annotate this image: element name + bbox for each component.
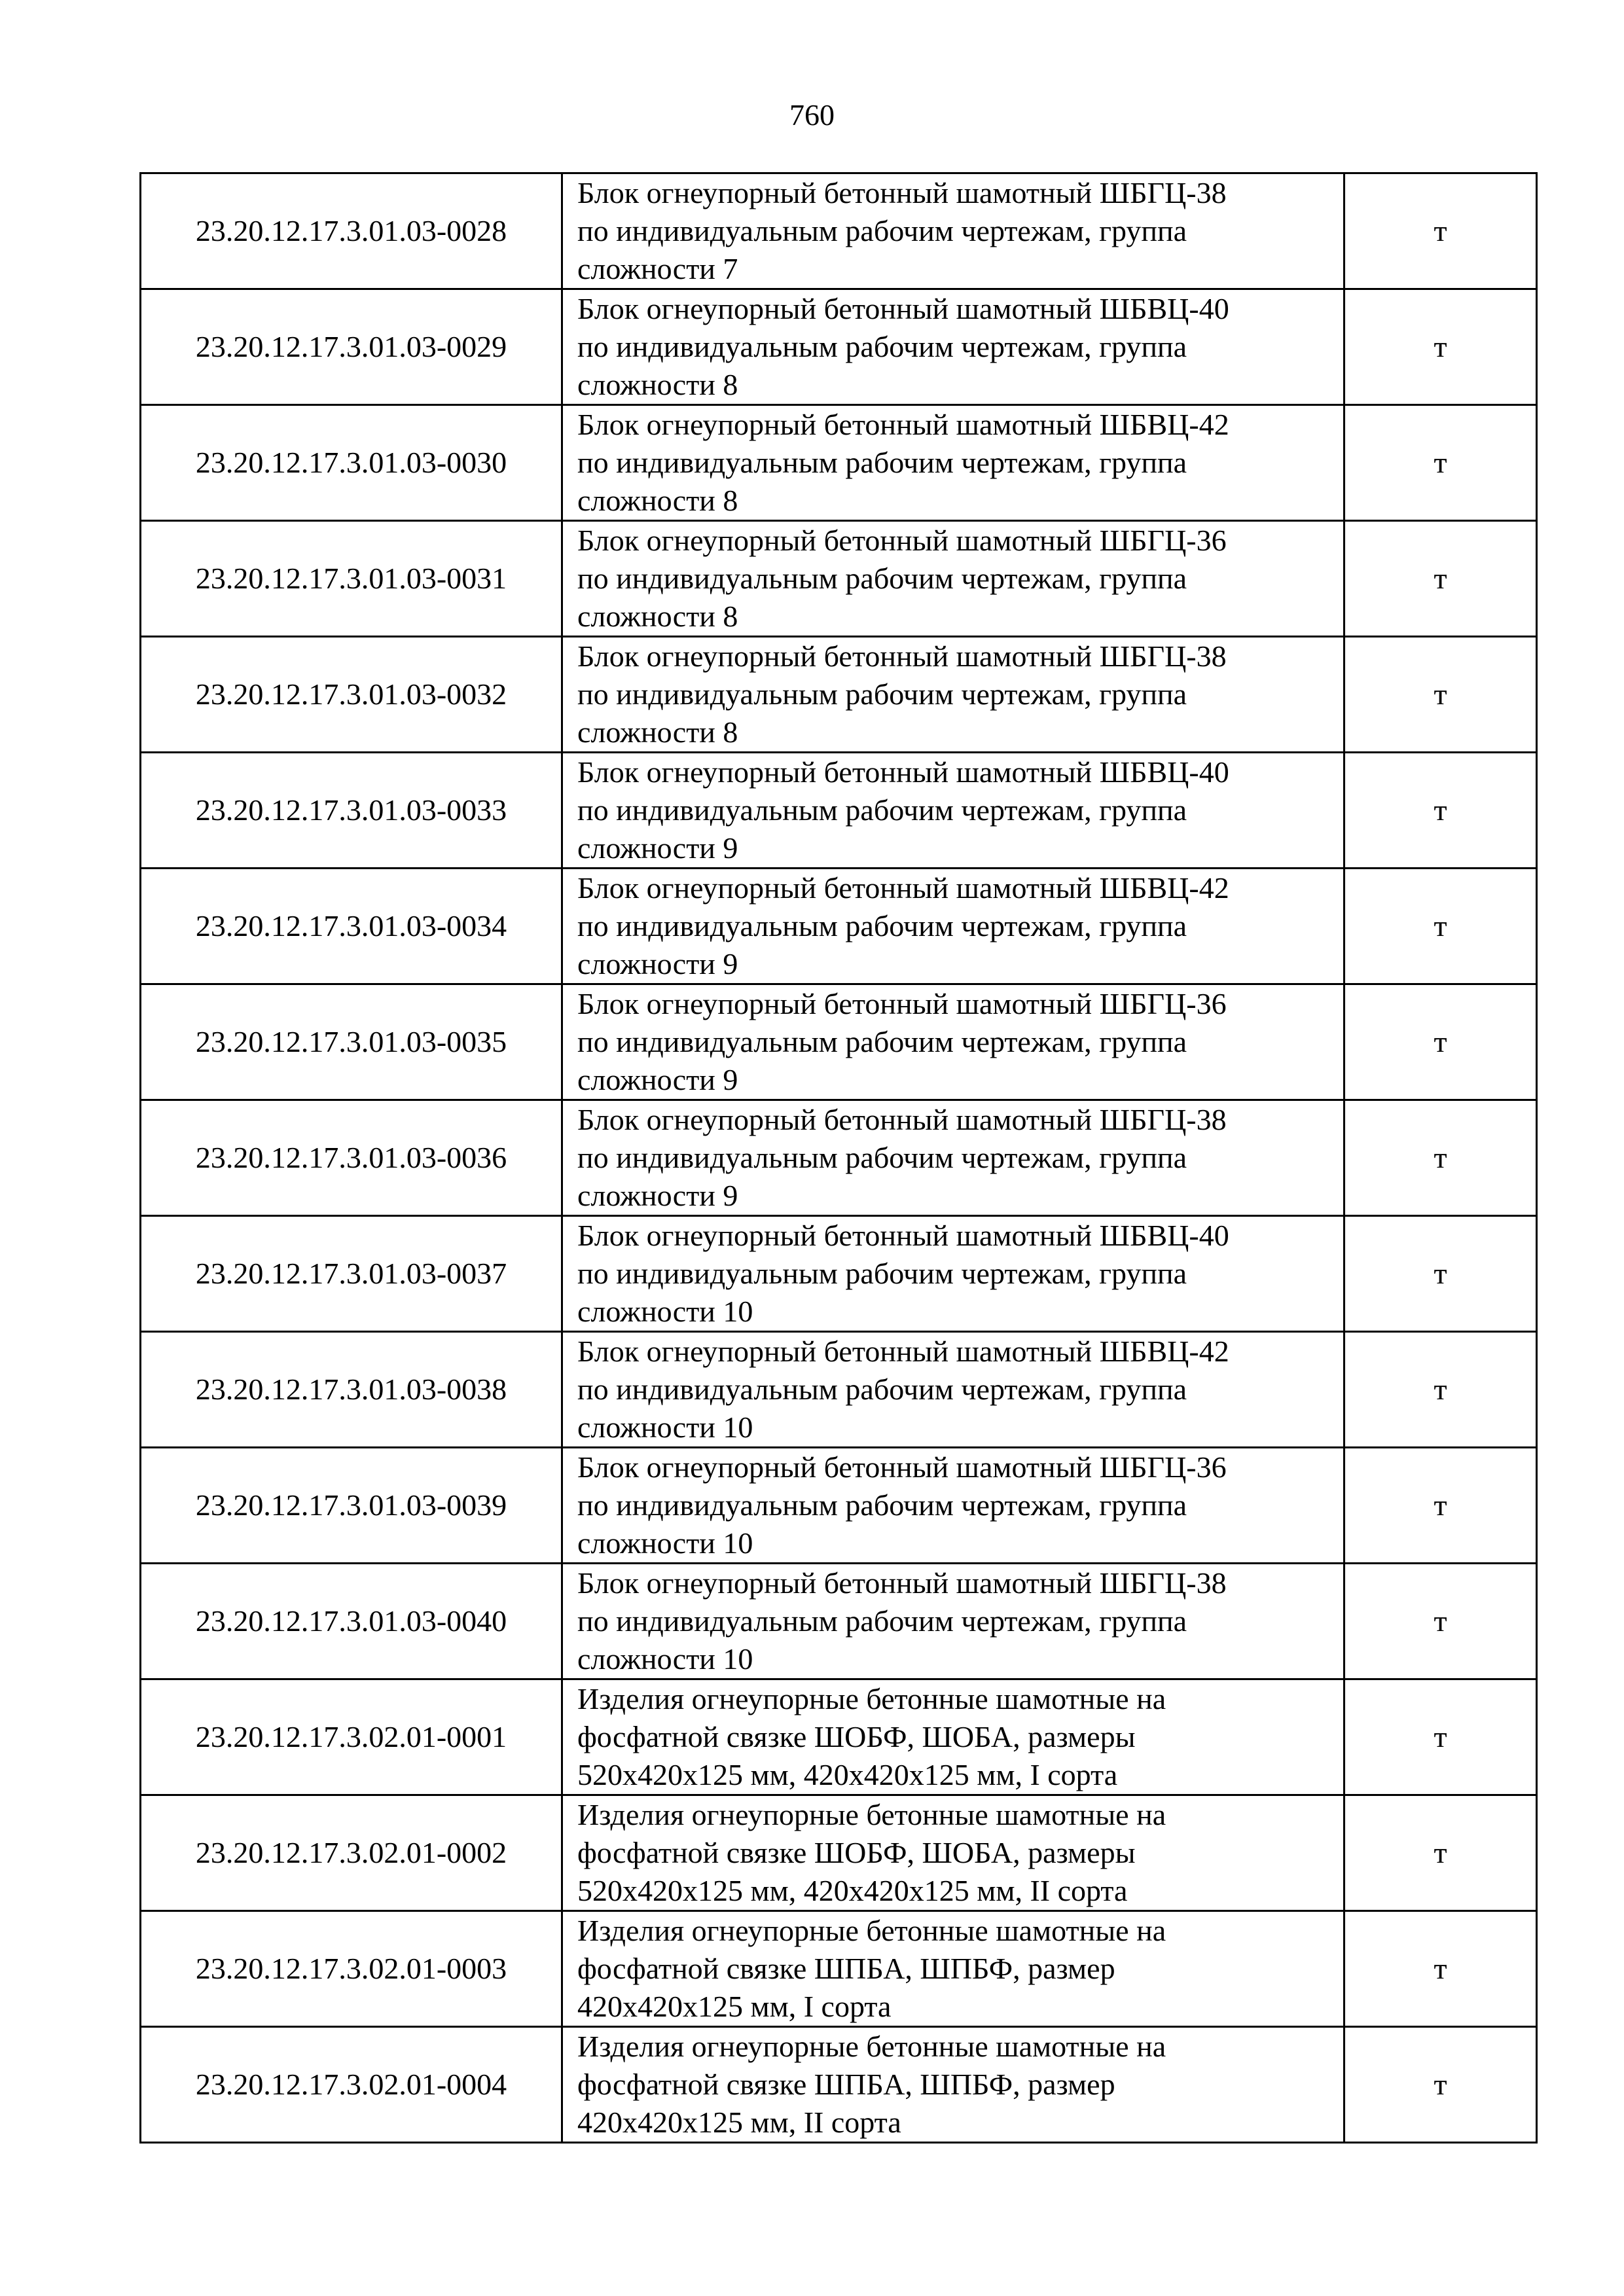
resource-name-line: по индивидуальным рабочим чертежам, группа (577, 1488, 1187, 1522)
resource-name-cell (562, 984, 1344, 1100)
resource-name-line: 420х420х125 мм, II сорта (577, 2106, 901, 2139)
resource-name-line: сложности 9 (577, 947, 738, 980)
table-row (141, 1100, 1537, 1216)
resource-code-cell: 23.20.12.17.3.01.03-0038 (141, 1332, 562, 1448)
resource-name-line: по индивидуальным рабочим чертежам, группа (577, 562, 1187, 595)
unit-cell: т (1344, 173, 1537, 289)
resource-name-line: фосфатной связке ШПБА, ШПБФ, размер (577, 2068, 1115, 2101)
resource-name-line: Блок огнеупорный бетонный шамотный ШБВЦ-42 (577, 408, 1229, 441)
resource-name-cell (562, 405, 1344, 521)
resource-name-line: по индивидуальным рабочим чертежам, группа (577, 330, 1187, 363)
table-row (141, 521, 1537, 637)
unit-cell: т (1344, 405, 1537, 521)
resource-name-line: Изделия огнеупорные бетонные шамотные на (577, 1798, 1166, 1831)
resource-name-line: сложности 10 (577, 1295, 753, 1328)
resource-name-cell (562, 1564, 1344, 1679)
table-row (141, 2027, 1537, 2143)
resource-name-line: Блок огнеупорный бетонный шамотный ШБВЦ-42 (577, 1335, 1229, 1368)
resource-name-cell (562, 1679, 1344, 1795)
unit-cell: т (1344, 521, 1537, 637)
resource-name-line: Блок огнеупорный бетонный шамотный ШБГЦ-36 (577, 987, 1227, 1020)
table-row (141, 1564, 1537, 1679)
resource-name-line: сложности 9 (577, 1063, 738, 1096)
table-row (141, 173, 1537, 289)
unit-cell: т (1344, 869, 1537, 984)
table-row (141, 1216, 1537, 1332)
resource-name-line: по индивидуальным рабочим чертежам, группа (577, 1372, 1187, 1406)
resource-code-cell: 23.20.12.17.3.01.03-0036 (141, 1100, 562, 1216)
resource-name-cell (562, 637, 1344, 753)
table-row (141, 753, 1537, 869)
resource-name-line: Блок огнеупорный бетонный шамотный ШБГЦ-38 (577, 1566, 1227, 1600)
unit-cell: т (1344, 1911, 1537, 2027)
resource-name-line: фосфатной связке ШОБФ, ШОБА, размеры (577, 1720, 1136, 1753)
unit-cell: т (1344, 1448, 1537, 1564)
resource-name-line: сложности 10 (577, 1526, 753, 1560)
resource-code-cell: 23.20.12.17.3.01.03-0032 (141, 637, 562, 753)
unit-cell: т (1344, 984, 1537, 1100)
resource-name-line: сложности 9 (577, 1179, 738, 1212)
resource-name-line: Блок огнеупорный бетонный шамотный ШБВЦ-40 (577, 1219, 1229, 1252)
unit-cell: т (1344, 2027, 1537, 2143)
resource-name-line: по индивидуальным рабочим чертежам, группа (577, 677, 1187, 711)
resource-name-cell (562, 1332, 1344, 1448)
unit-cell: т (1344, 1795, 1537, 1911)
resource-name-line: 420х420х125 мм, I сорта (577, 1990, 892, 2023)
resource-name-line: 520х420х125 мм, 420х420х125 мм, II сорта (577, 1874, 1128, 1907)
resource-name-line: по индивидуальным рабочим чертежам, группа (577, 214, 1187, 247)
resource-name-line: по индивидуальным рабочим чертежам, группа (577, 1604, 1187, 1638)
resource-name-line: Блок огнеупорный бетонный шамотный ШБВЦ-40 (577, 292, 1229, 325)
resource-name-cell (562, 1448, 1344, 1564)
resource-name-line: сложности 10 (577, 1410, 753, 1444)
resource-name-line: фосфатной связке ШОБФ, ШОБА, размеры (577, 1836, 1136, 1869)
resource-name-line: по индивидуальным рабочим чертежам, группа (577, 446, 1187, 479)
resource-name-cell (562, 869, 1344, 984)
table-row (141, 405, 1537, 521)
resource-name-line: по индивидуальным рабочим чертежам, группа (577, 1141, 1187, 1174)
resource-code-cell: 23.20.12.17.3.01.03-0031 (141, 521, 562, 637)
resource-code-cell: 23.20.12.17.3.01.03-0030 (141, 405, 562, 521)
unit-cell: т (1344, 1100, 1537, 1216)
resource-name-cell (562, 753, 1344, 869)
resource-name-line: Блок огнеупорный бетонный шамотный ШБГЦ-38 (577, 1103, 1227, 1136)
resource-code-cell: 23.20.12.17.3.02.01-0002 (141, 1795, 562, 1911)
resource-code-cell: 23.20.12.17.3.01.03-0035 (141, 984, 562, 1100)
resource-name-line: 520х420х125 мм, 420х420х125 мм, I сорта (577, 1758, 1118, 1791)
resource-name-line: Блок огнеупорный бетонный шамотный ШБГЦ-36 (577, 1450, 1227, 1484)
resource-code-cell: 23.20.12.17.3.01.03-0034 (141, 869, 562, 984)
resource-name-cell (562, 1911, 1344, 2027)
resource-name-cell (562, 521, 1344, 637)
table-row (141, 637, 1537, 753)
resource-name-cell (562, 1795, 1344, 1911)
table-row (141, 1911, 1537, 2027)
table-row (141, 1795, 1537, 1911)
unit-cell: т (1344, 753, 1537, 869)
table-row (141, 289, 1537, 405)
table-row (141, 1448, 1537, 1564)
resource-name-line: Изделия огнеупорные бетонные шамотные на (577, 2030, 1166, 2063)
unit-cell: т (1344, 1332, 1537, 1448)
table-body (141, 173, 1537, 2143)
resource-name-line: Блок огнеупорный бетонный шамотный ШБГЦ-38 (577, 639, 1227, 673)
resource-name-cell (562, 173, 1344, 289)
resource-name-line: по индивидуальным рабочим чертежам, группа (577, 1257, 1187, 1290)
resource-code-cell: 23.20.12.17.3.01.03-0033 (141, 753, 562, 869)
resource-name-line: сложности 7 (577, 252, 738, 285)
table-row (141, 1679, 1537, 1795)
resource-name-line: сложности 8 (577, 715, 738, 749)
resource-code-cell: 23.20.12.17.3.01.03-0037 (141, 1216, 562, 1332)
unit-cell: т (1344, 1564, 1537, 1679)
unit-cell: т (1344, 289, 1537, 405)
resource-code-cell: 23.20.12.17.3.01.03-0029 (141, 289, 562, 405)
resource-name-line: Блок огнеупорный бетонный шамотный ШБВЦ-42 (577, 871, 1229, 905)
table-row (141, 869, 1537, 984)
resource-code-cell: 23.20.12.17.3.02.01-0004 (141, 2027, 562, 2143)
resource-name-line: сложности 8 (577, 484, 738, 517)
page-number: 760 (789, 98, 835, 132)
resource-name-line: Блок огнеупорный бетонный шамотный ШБГЦ-38 (577, 176, 1227, 209)
resource-name-line: сложности 10 (577, 1642, 753, 1676)
resource-name-line: сложности 8 (577, 368, 738, 401)
resource-name-cell (562, 2027, 1344, 2143)
materials-table (139, 172, 1538, 2144)
unit-cell: т (1344, 1679, 1537, 1795)
resource-name-line: сложности 8 (577, 600, 738, 633)
unit-cell: т (1344, 637, 1537, 753)
resource-name-line: Блок огнеупорный бетонный шамотный ШБГЦ-36 (577, 524, 1227, 557)
unit-cell: т (1344, 1216, 1537, 1332)
resource-name-line: Изделия огнеупорные бетонные шамотные на (577, 1682, 1166, 1715)
resource-name-line: фосфатной связке ШПБА, ШПБФ, размер (577, 1952, 1115, 1985)
table-row (141, 984, 1537, 1100)
table-row (141, 1332, 1537, 1448)
resource-name-line: по индивидуальным рабочим чертежам, группа (577, 909, 1187, 942)
resource-code-cell: 23.20.12.17.3.02.01-0001 (141, 1679, 562, 1795)
resource-name-cell (562, 1216, 1344, 1332)
resource-name-line: Изделия огнеупорные бетонные шамотные на (577, 1914, 1166, 1947)
resource-code-cell: 23.20.12.17.3.01.03-0028 (141, 173, 562, 289)
resource-name-cell (562, 1100, 1344, 1216)
resource-name-line: по индивидуальным рабочим чертежам, группа (577, 793, 1187, 827)
resource-name-line: Блок огнеупорный бетонный шамотный ШБВЦ-40 (577, 755, 1229, 789)
resource-code-cell: 23.20.12.17.3.01.03-0039 (141, 1448, 562, 1564)
resource-code-cell: 23.20.12.17.3.02.01-0003 (141, 1911, 562, 2027)
resource-name-line: сложности 9 (577, 831, 738, 865)
resource-code-cell: 23.20.12.17.3.01.03-0040 (141, 1564, 562, 1679)
resource-name-line: по индивидуальным рабочим чертежам, группа (577, 1025, 1187, 1058)
resource-name-cell (562, 289, 1344, 405)
